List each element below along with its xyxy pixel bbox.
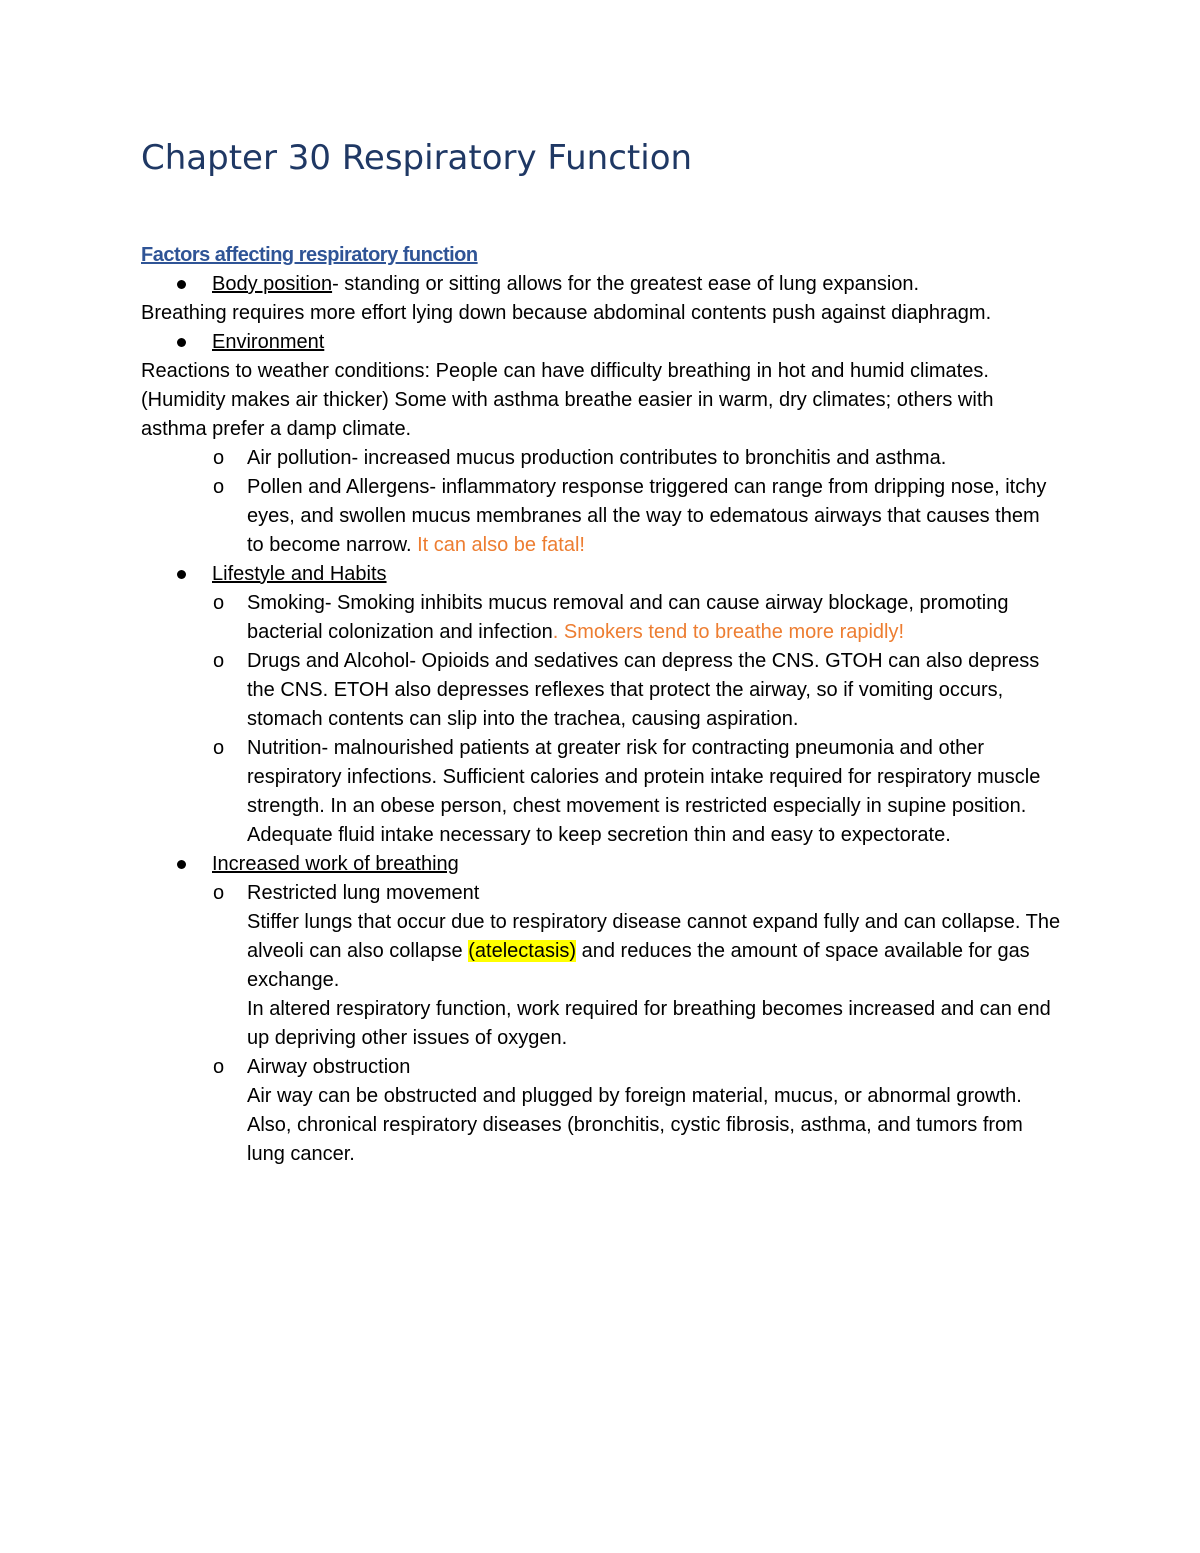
list-item-text: Stiffer lungs that occur due to respiratory disease cannot expand fully and can collapse. The alveoli can also collapse <box>247 911 1061 962</box>
list-item-text: Smoking- Smoking inhibits mucus removal and can cause airway blockage, promoting bacterial colonization and infection <box>247 592 1009 643</box>
list-item-extra: In altered respiratory function, work required for breathing becomes increased and can end up depriving other issues of oxygen. <box>247 998 1051 1049</box>
list-item-air-pollution <box>141 444 1061 473</box>
bullet-dot <box>177 338 186 347</box>
bullet-dot <box>177 860 186 869</box>
list-item-text: Drugs and Alcohol- Opioids and sedatives can depress the CNS. GTOH can also depress the CNS. ETOH also depresses reflexes that protect the airway, so if vomiting occurs, stomach contents can slip into the trachea, causing aspiration. <box>247 650 1040 730</box>
page-title: Chapter 30 Respiratory Function <box>141 138 693 178</box>
list-item-text: Nutrition- malnourished patients at greater risk for contracting pneumonia and other respiratory infections. Sufficient calories and protein intake required for respiratory muscle strength. In an obese person, chest movement is restricted especially in supine position. Adequate fluid intake necessary to keep secretion thin and easy to expectorate. <box>247 737 1041 846</box>
list-item-body: Air way can be obstructed and plugged by foreign material, mucus, or abnormal growth. Also, chronical respiratory diseases (bronchitis, cystic fibrosis, asthma, and tumors from lung cancer. <box>247 1085 1023 1165</box>
bullet-text: - standing or sitting allows for the greatest ease of lung expansion. <box>332 273 920 295</box>
bullet-dot <box>177 280 186 289</box>
list-item-body <box>247 908 1061 995</box>
highlighted-term: (atelectasis) <box>468 940 577 962</box>
section-heading: Factors affecting respiratory function <box>141 244 478 266</box>
sub-bullet-marker: o <box>213 650 225 672</box>
sub-bullet-marker: o <box>213 447 225 469</box>
list-item-title: Restricted lung movement <box>247 882 480 904</box>
emphasis-note: . Smokers tend to breathe more rapidly! <box>552 621 905 643</box>
list-item-restricted-lung <box>141 879 1061 1053</box>
bullet-environment <box>141 328 1061 357</box>
bullet-work-of-breathing <box>141 850 1061 879</box>
sub-bullet-marker: o <box>213 882 225 904</box>
bullet-label: Environment <box>212 331 325 353</box>
list-item-nutrition <box>141 734 1061 850</box>
bullet-dot <box>177 570 186 579</box>
list-item-text: and reduces the amount of space available for gas exchange. <box>247 940 1030 991</box>
environment-paragraph: Reactions to weather conditions: People can have difficulty breathing in hot and humid climates. (Humidity makes air thicker) Some with asthma breathe easier in warm, dry climates; others with asthma prefer a damp climate. <box>141 360 994 440</box>
document-body <box>141 241 1061 1169</box>
list-item-smoking <box>141 589 1061 647</box>
sub-bullet-marker: o <box>213 476 225 498</box>
sub-bullet-marker: o <box>213 737 225 759</box>
list-item-pollen <box>141 473 1061 560</box>
body-position-continuation: Breathing requires more effort lying down because abdominal contents push against diaphragm. <box>141 302 992 324</box>
bullet-label: Lifestyle and Habits <box>212 563 387 585</box>
bullet-label: Increased work of breathing <box>212 853 459 875</box>
sub-bullet-marker: o <box>213 592 225 614</box>
sub-bullet-marker: o <box>213 1056 225 1078</box>
list-item-airway-obstruction <box>141 1053 1061 1169</box>
bullet-label: Body position <box>212 273 333 295</box>
bullet-body-position <box>141 270 1061 299</box>
bullet-lifestyle <box>141 560 1061 589</box>
emphasis-note: It can also be fatal! <box>411 534 585 556</box>
list-item-text: Air pollution- increased mucus production contributes to bronchitis and asthma. <box>247 447 947 469</box>
list-item-title: Airway obstruction <box>247 1056 411 1078</box>
list-item-drugs-alcohol <box>141 647 1061 734</box>
list-item-text: Pollen and Allergens- inflammatory response triggered can range from dripping nose, itchy eyes, and swollen mucus membranes all the way to edematous airways that causes them to become narrow. <box>247 476 1047 556</box>
